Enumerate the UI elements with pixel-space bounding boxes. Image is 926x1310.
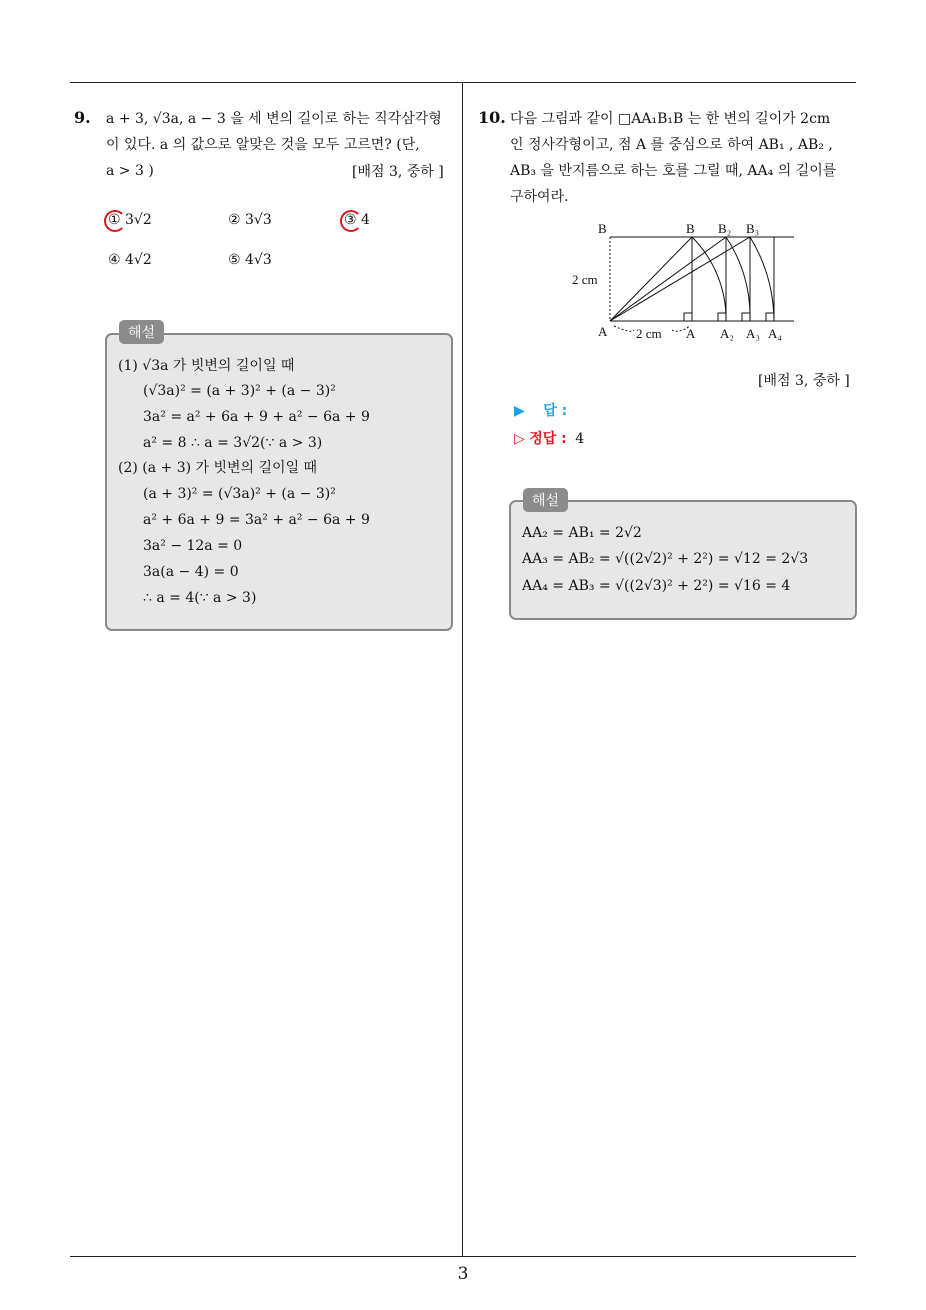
label-a3: A₃ xyxy=(746,326,760,341)
bottom-length-label: 2 cm xyxy=(636,326,662,341)
q9-sol-line: (1) √3a 가 빗변의 길이일 때 xyxy=(118,358,295,374)
selected-circle-icon xyxy=(104,210,126,232)
label-b: B xyxy=(598,221,607,236)
choice-value: 4√3 xyxy=(245,252,272,268)
q10-line-3: AB₃ 을 반지름으로 하는 호를 그릴 때, AA₄ 의 길이를 xyxy=(510,163,837,179)
label-b3: B₃ xyxy=(746,221,760,236)
choice-value: 3√2 xyxy=(125,212,152,228)
q10-answer-row[interactable] xyxy=(514,400,567,420)
q9-sol-line: 3a² = a² + 6a + 9 + a² − 6a + 9 xyxy=(143,409,370,425)
column-divider xyxy=(462,82,463,1256)
right-angle-mark xyxy=(766,313,774,321)
q10-line-1: 다음 그림과 같이 □AA₁B₁B 는 한 변의 길이가 2cm xyxy=(510,111,831,127)
choice-value: 4 xyxy=(361,212,370,228)
choice-mark: ④ xyxy=(108,252,121,268)
q9-choice-5[interactable] xyxy=(228,252,272,268)
q9-choice-4[interactable] xyxy=(108,252,152,268)
q10-line-2: 인 정사각형이고, 점 A 를 중심으로 하여 AB₁ , AB₂ , xyxy=(510,137,833,153)
label-b2: B₂ xyxy=(718,221,732,236)
q9-sol-line: a² + 6a + 9 = 3a² + a² − 6a + 9 xyxy=(143,512,370,528)
answer-label: 답 : xyxy=(543,403,568,419)
choice-mark: ② xyxy=(228,212,241,228)
page-number: 3 xyxy=(457,1264,469,1284)
q10-correct-row xyxy=(514,428,584,448)
right-angle-mark xyxy=(684,313,692,321)
q10-sol-line: AA₄ = AB₃ = √((2√3)² + 2²) = √16 = 4 xyxy=(522,578,791,594)
q9-sol-line: ∴ a = 4(∵ a > 3) xyxy=(143,590,257,606)
q9-number: 9. xyxy=(74,108,91,127)
choice-mark: ① xyxy=(108,212,121,228)
footer-rule xyxy=(70,1256,856,1257)
label-a4: A₄ xyxy=(768,326,782,341)
q9-sol-line: (√3a)² = (a + 3)² + (a − 3)² xyxy=(143,383,336,399)
q9-line-1: a + 3, √3a, a − 3 을 세 변의 길이로 하는 직각삼각형 xyxy=(106,111,442,127)
play-icon: ▶ xyxy=(514,403,525,419)
q9-score: [배점 3, 중하 ] xyxy=(352,164,444,180)
q9-line-2: 이 있다. a 의 값으로 알맞은 것을 모두 고르면? (단, xyxy=(106,137,420,153)
choice-mark: ③ xyxy=(344,212,357,228)
correct-value: 4 xyxy=(575,431,585,447)
label-b1: B xyxy=(686,221,695,236)
choice-mark: ⑤ xyxy=(228,252,241,268)
q9-sol-line: 3a(a − 4) = 0 xyxy=(143,564,239,580)
arc-3 xyxy=(750,237,774,321)
label-a: A xyxy=(598,324,608,339)
q10-figure xyxy=(568,218,804,344)
brace xyxy=(614,326,634,331)
q10-solution-tag: 해설 xyxy=(523,488,568,512)
choice-value: 4√2 xyxy=(125,252,152,268)
q10-number: 10. xyxy=(478,108,506,127)
choice-value: 3√3 xyxy=(245,212,272,228)
correct-label: 정답 : xyxy=(529,431,567,447)
side-length-label: 2 cm xyxy=(572,272,598,287)
q10-sol-line: AA₂ = AB₁ = 2√2 xyxy=(522,525,642,541)
triangle-outline-icon: ▷ xyxy=(514,431,525,447)
q9-sol-line: 3a² − 12a = 0 xyxy=(143,538,243,554)
right-angle-mark xyxy=(742,313,750,321)
q9-solution-box xyxy=(105,333,453,631)
right-angle-mark xyxy=(718,313,726,321)
q10-sol-line: AA₃ = AB₂ = √((2√2)² + 2²) = √12 = 2√3 xyxy=(522,551,809,567)
label-a1: A xyxy=(686,326,696,341)
q9-solution-tag: 해설 xyxy=(119,320,164,344)
q9-sol-line: (2) (a + 3) 가 빗변의 길이일 때 xyxy=(118,460,318,476)
q10-score: [배점 3, 중하 ] xyxy=(758,373,850,389)
q10-line-4: 구하여라. xyxy=(510,189,569,205)
q9-sol-line: (a + 3)² = (√3a)² + (a − 3)² xyxy=(143,486,336,502)
q9-line-3: a > 3 ) xyxy=(106,163,154,179)
header-rule xyxy=(70,82,856,83)
diagonal-ab2 xyxy=(610,237,726,321)
selected-circle-icon xyxy=(340,210,362,232)
label-a2: A₂ xyxy=(720,326,734,341)
q9-choice-2[interactable] xyxy=(228,212,272,228)
q9-sol-line: a² = 8 ∴ a = 3√2(∵ a > 3) xyxy=(143,435,323,451)
